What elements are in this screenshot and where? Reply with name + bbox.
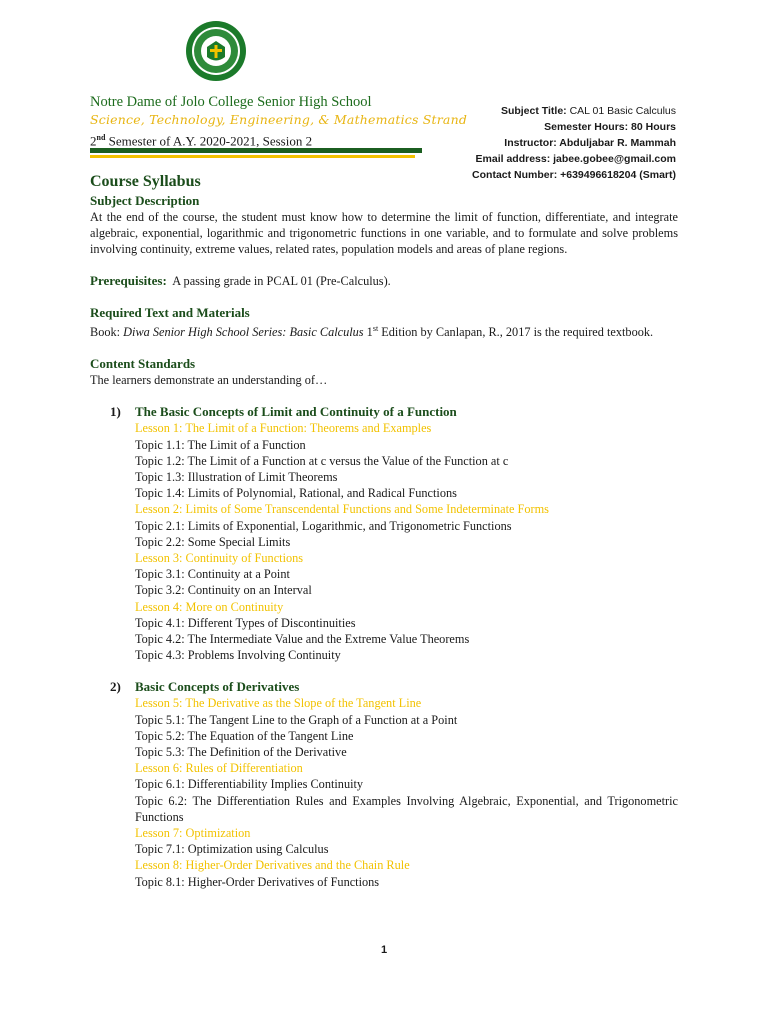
- unit-2-heading: 2) Basic Concepts of Derivatives: [110, 679, 300, 695]
- subject-title-line: Subject Title: CAL 01 Basic Calculus: [500, 105, 676, 117]
- lesson-title: Lesson 3: Continuity of Functions: [135, 550, 304, 565]
- syllabus-content: [90, 172, 678, 890]
- subject-description-heading: Subject Description: [90, 193, 200, 208]
- topic-item: Topic 6.2: The Differentiation Rules and Examples Involving Algebraic, Exponential, and Trigonometric Functions: [135, 793, 678, 824]
- instructor-line: Instructor: Abduljabar R. Mammah: [504, 137, 676, 149]
- school-name: Notre Dame of Jolo College Senior High School: [90, 94, 372, 110]
- topic-item: Topic 3.1: Continuity at a Point: [135, 567, 290, 582]
- lesson-title: Lesson 1: The Limit of a Function: Theorems and Examples: [135, 421, 432, 436]
- semester-hours-line: Semester Hours: 80 Hours: [544, 121, 676, 133]
- page-title: Course Syllabus: [90, 173, 201, 190]
- topic-item: Topic 5.2: The Equation of the Tangent Line: [135, 728, 354, 743]
- topic-item: Topic 4.2: The Intermediate Value and the Extreme Value Theorems: [135, 631, 470, 646]
- prerequisites-line: Prerequisites: A passing grade in PCAL 01 (Pre-Calculus).: [90, 272, 391, 288]
- strand-name: Science, Technology, Engineering, & Mathematics Strand: [90, 112, 468, 127]
- topic-item: Topic 2.1: Limits of Exponential, Logarithmic, and Trigonometric Functions: [135, 518, 512, 533]
- header-yellow-bar: [90, 155, 415, 158]
- header-green-bar: [90, 148, 422, 153]
- contact-line: Contact Number: +639496618204 (Smart): [472, 169, 676, 181]
- materials-heading: Required Text and Materials: [90, 304, 250, 320]
- lesson-title: Lesson 6: Rules of Differentiation: [135, 761, 303, 776]
- topic-item: Topic 8.1: Higher-Order Derivatives of Functions: [135, 874, 380, 889]
- subject-description-text: At the end of the course, the student must know how to determine the limit of function, differentiate, and integrate algebraic, exponential, logarithmic and trigonometric functions in one variable, and to formulate and solve problems involving continuity, extreme values, related rates, population models and areas of plane regions.: [90, 210, 678, 257]
- content-standards-intro: The learners demonstrate an understanding of…: [90, 373, 328, 388]
- book-text: Book: Diwa Senior High School Series: Basic Calculus 1st Edition by Canlapan, R., 2017 is the required textbook.: [90, 323, 654, 339]
- topic-item: Topic 1.3: Illustration of Limit Theorems: [135, 469, 338, 484]
- content-standards-heading: Content Standards: [90, 356, 196, 372]
- topic-item: Topic 1.4: Limits of Polynomial, Rational, and Radical Functions: [135, 486, 457, 501]
- school-seal-icon: [185, 20, 247, 82]
- topic-item: Topic 4.1: Different Types of Discontinuities: [135, 615, 356, 630]
- topic-item: Topic 3.2: Continuity on an Interval: [135, 583, 312, 598]
- page-number: 1: [380, 944, 388, 956]
- lesson-title: Lesson 2: Limits of Some Transcendental Functions and Some Indeterminate Forms: [135, 502, 549, 517]
- unit-1-lessons: [135, 420, 678, 663]
- course-info-block: [472, 103, 676, 183]
- lesson-title: Lesson 4: More on Continuity: [135, 599, 284, 614]
- lesson-title: Lesson 5: The Derivative as the Slope of the Tangent Line: [135, 696, 422, 711]
- email-line: Email address: jabee.gobee@gmail.com: [475, 153, 676, 165]
- unit-2-lessons: [135, 695, 678, 889]
- topic-item: Topic 1.2: The Limit of a Function at c versus the Value of the Function at c: [135, 453, 509, 468]
- topic-item: Topic 6.1: Differentiability Implies Continuity: [135, 777, 364, 792]
- topic-item: Topic 5.1: The Tangent Line to the Graph of a Function at a Point: [135, 712, 458, 727]
- topic-item: Topic 4.3: Problems Involving Continuity: [135, 648, 341, 663]
- lesson-title: Lesson 8: Higher-Order Derivatives and the Chain Rule: [135, 858, 410, 873]
- topic-item: Topic 7.1: Optimization using Calculus: [135, 842, 329, 857]
- topic-item: Topic 1.1: The Limit of a Function: [135, 437, 306, 452]
- topic-item: Topic 2.2: Some Special Limits: [135, 534, 291, 549]
- topic-item: Topic 5.3: The Definition of the Derivative: [135, 744, 347, 759]
- unit-1-heading: 1) The Basic Concepts of Limit and Continuity of a Function: [110, 404, 457, 420]
- semester-line: 2nd Semester of A.Y. 2020-2021, Session 2: [90, 133, 313, 149]
- lesson-title: Lesson 7: Optimization: [135, 825, 251, 840]
